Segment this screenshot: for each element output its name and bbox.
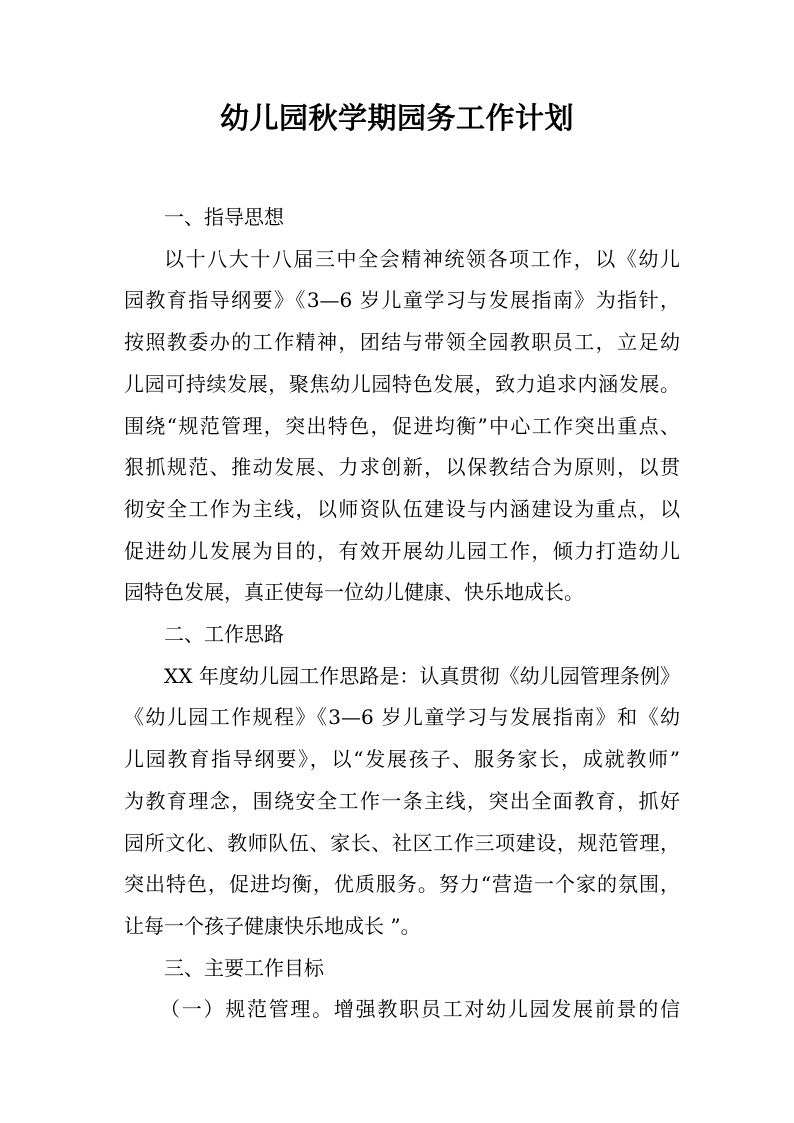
- paragraph-line: 园所文化、教师队伍、家长、社区工作三项建设，规范管理，: [124, 830, 680, 855]
- paragraph-line: 儿园可持续发展，聚焦幼儿园特色发展，致力追求内涵发展。: [124, 371, 680, 396]
- paragraph-line: 突出特色，促进均衡，优质服务。努力“营造一个家的氛围，: [124, 872, 680, 897]
- paragraph-line: 让每一个孩子健康快乐地成长 ”。: [124, 913, 421, 938]
- paragraph-line: XX 年度幼儿园工作思路是：认真贯彻《幼儿园管理条例》: [164, 663, 680, 688]
- document-title: 幼儿园秋学期园务工作计划: [219, 101, 574, 135]
- paragraph-line: 围绕“规范管理，突出特色，促进均衡”中心工作突出重点、: [124, 413, 680, 438]
- paragraph-line: 彻安全工作为主线，以师资队伍建设与内涵建设为重点，以: [124, 496, 680, 521]
- paragraph-line: 园特色发展，真正使每一位幼儿健康、快乐地成长。: [124, 580, 584, 605]
- document-body: [124, 197, 680, 1031]
- paragraph-line: 《幼儿园工作规程》《3—6 岁儿童学习与发展指南》和《幼: [124, 705, 680, 730]
- paragraph-line: 促进幼儿发展为目的，有效开展幼儿园工作，倾力打造幼儿: [124, 538, 680, 563]
- paragraph-line: 狠抓规范、推动发展、力求创新，以保教结合为原则，以贯: [124, 455, 680, 480]
- section-heading-main-goals: 三、主要工作目标: [164, 955, 324, 980]
- paragraph-line: 园教育指导纲要》《3—6 岁儿童学习与发展指南》为指针，: [124, 288, 680, 313]
- section-heading-guiding-ideology: 一、指导思想: [164, 205, 284, 229]
- paragraph-line: 为教育理念，围绕安全工作一条主线，突出全面教育，抓好: [124, 788, 680, 813]
- paragraph-line: 以十八大十八届三中全会精神统领各项工作，以《幼儿: [164, 246, 680, 271]
- section-heading-work-approach: 二、工作思路: [164, 622, 284, 647]
- paragraph-line: 按照教委办的工作精神，团结与带领全园教职员工，立足幼: [124, 330, 680, 355]
- paragraph-line: （一）规范管理。增强教职员工对幼儿园发展前景的信: [160, 997, 680, 1022]
- paragraph-line: 儿园教育指导纲要》，以“发展孩子、服务家长，成就教师”: [124, 747, 680, 772]
